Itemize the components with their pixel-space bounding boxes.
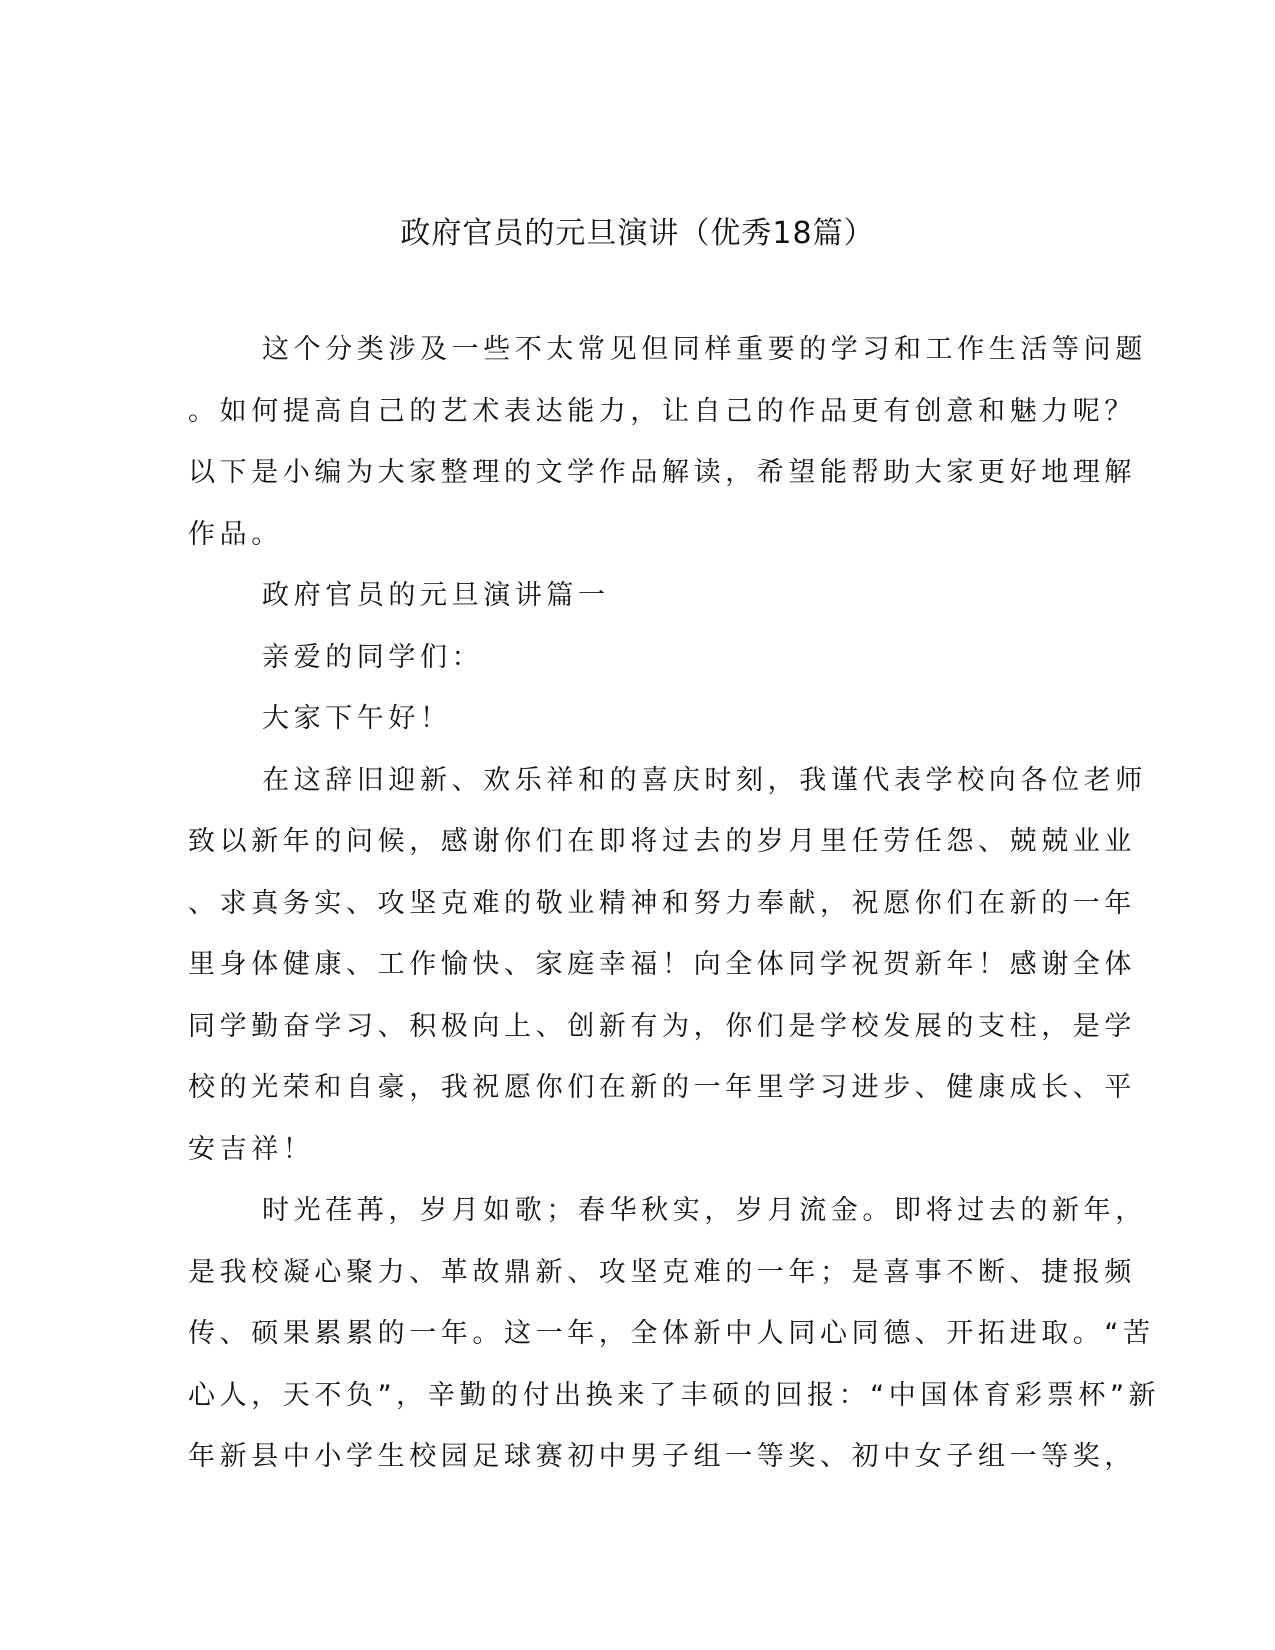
paragraph-line: 校的光荣和自豪，我祝愿你们在新的一年里学习进步、健康成长、平	[188, 1072, 1136, 1103]
document-title: 政府官员的元旦演讲（优秀18篇）	[400, 216, 875, 251]
paragraph-line: 这个分类涉及一些不太常见但同样重要的学习和工作生活等问题	[262, 334, 1147, 365]
paragraph-line: 里身体健康、工作愉快、家庭幸福！向全体同学祝贺新年！感谢全体	[188, 949, 1136, 980]
paragraph-line: 。如何提高自己的艺术表达能力，让自己的作品更有创意和魅力呢？	[188, 395, 1136, 427]
paragraph-line: 致以新年的问候，感谢你们在即将过去的岁月里任劳任怨、兢兢业业	[188, 826, 1136, 857]
paragraph-line: 安吉祥！	[188, 1133, 315, 1165]
paragraph-line: 、求真务实、攻坚克难的敬业精神和努力奉献，祝愿你们在新的一年	[188, 887, 1136, 919]
paragraph-line: 在这辞旧迎新、欢乐祥和的喜庆时刻，我谨代表学校向各位老师	[262, 764, 1147, 796]
paragraph-line: 以下是小编为大家整理的文学作品解读，希望能帮助大家更好地理解	[188, 457, 1136, 488]
greeting: 大家下午好！	[262, 703, 452, 734]
paragraph-line: 同学勤奋学习、积极向上、创新有为，你们是学校发展的支柱，是学	[188, 1010, 1136, 1042]
paragraph-line: 传、硕果累累的一年。这一年，全体新中人同心同德、开拓进取。“苦	[188, 1318, 1155, 1349]
document-body	[188, 332, 1161, 1501]
paragraph-line: 作品。	[188, 518, 283, 550]
salutation: 亲爱的同学们：	[262, 641, 484, 673]
paragraph-line: 年新县中小学生校园足球赛初中男子组一等奖、初中女子组一等奖，	[188, 1441, 1136, 1472]
paragraph-line: 心人，天不负”，辛勤的付出换来了丰硕的回报：“中国体育彩票杯”新	[188, 1379, 1161, 1411]
paragraph-line: 时光荏苒，岁月如歌；春华秋实，岁月流金。即将过去的新年，	[262, 1195, 1147, 1226]
section-heading: 政府官员的元旦演讲篇一	[262, 580, 610, 611]
paragraph-line: 是我校凝心聚力、革故鼎新、攻坚克难的一年；是喜事不断、捷报频	[188, 1256, 1136, 1288]
